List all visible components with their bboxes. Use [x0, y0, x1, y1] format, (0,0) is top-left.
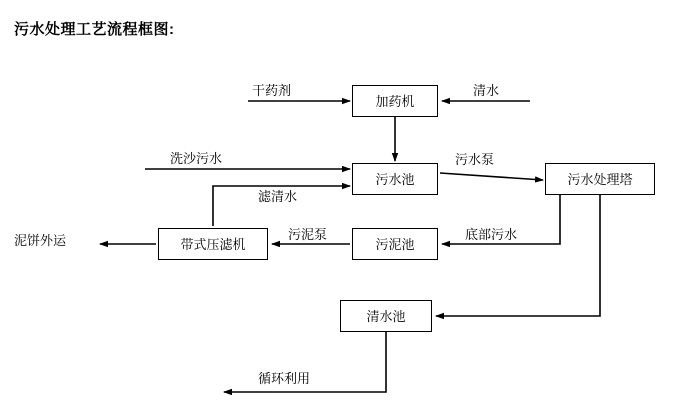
node-label: 加药机	[375, 93, 415, 109]
node-dosing-machine[interactable]	[352, 85, 438, 117]
edge-label-sewage-pump: 污水泵	[455, 152, 495, 167]
edge-label-filtrate: 滤清水	[258, 189, 298, 204]
edge-label-recycle-use: 循环利用	[258, 371, 311, 386]
edge-label-clean-water-in: 清水	[473, 83, 500, 98]
node-label: 带式压滤机	[180, 236, 246, 252]
edge-label-dry-agent: 干药剂	[252, 83, 292, 98]
edge-label-mud-cake-out: 泥饼外运	[14, 233, 67, 248]
node-label: 清水池	[366, 308, 406, 324]
node-sludge-pool[interactable]	[352, 228, 438, 260]
node-treatment-tower[interactable]	[545, 163, 655, 195]
edge-sewagepool-to-tower	[440, 173, 543, 180]
node-belt-filter-press[interactable]	[158, 228, 268, 260]
edge-label-sand-wash-sewage: 洗沙污水	[170, 151, 223, 166]
node-clean-water-pool[interactable]	[340, 300, 432, 332]
node-label: 污水处理塔	[567, 171, 633, 187]
edge-label-bottom-sewage: 底部污水	[465, 227, 518, 242]
edge-tower-to-cleanpool	[436, 195, 600, 316]
node-label: 污水池	[375, 171, 415, 187]
page-title: 污水处理工艺流程框图:	[14, 21, 175, 38]
edge-label-sludge-pump: 污泥泵	[288, 227, 328, 242]
node-sewage-pool[interactable]	[352, 163, 438, 195]
node-label: 污泥池	[375, 236, 415, 252]
